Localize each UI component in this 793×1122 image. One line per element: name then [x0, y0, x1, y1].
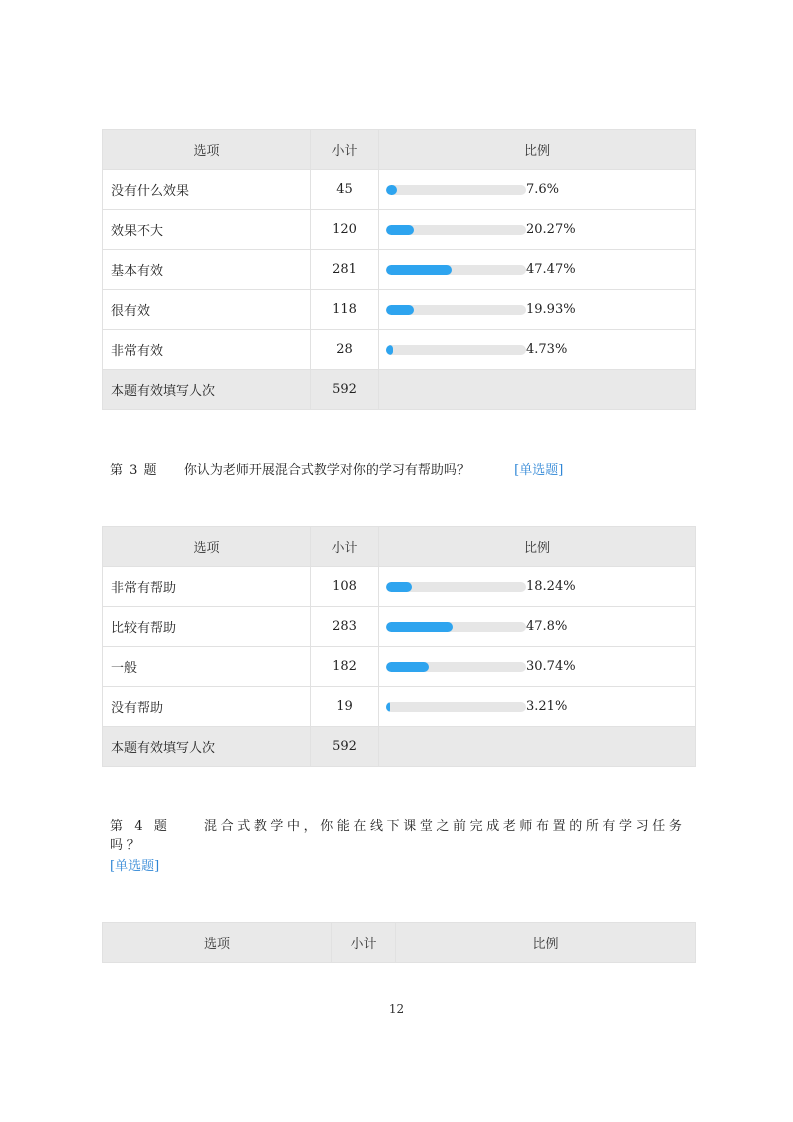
ratio-bar-fill: [386, 265, 452, 275]
ratio-bar: [386, 622, 526, 632]
question-number: 第 4 题: [110, 819, 171, 834]
ratio-bar-fill: [386, 702, 390, 712]
survey-table-q2: [102, 129, 696, 410]
header-ratio: 比例: [379, 130, 696, 170]
table-header-row: [103, 527, 696, 567]
option-count: 118: [311, 290, 379, 330]
header-option: 选项: [103, 923, 332, 963]
ratio-cell: [379, 250, 696, 290]
option-count: 45: [311, 170, 379, 210]
ratio-bar-fill: [386, 305, 414, 315]
table-row: [103, 567, 696, 607]
option-label: 非常有帮助: [103, 567, 311, 607]
ratio-percent: 3.21%: [526, 699, 568, 714]
header-count: 小计: [311, 130, 379, 170]
header-option: 选项: [103, 130, 311, 170]
ratio-bar-fill: [386, 225, 414, 235]
ratio-percent: 7.6%: [526, 182, 560, 197]
table-row: [103, 687, 696, 727]
option-count: 281: [311, 250, 379, 290]
question-type-tag[interactable]: [单选题]: [110, 859, 160, 874]
table-row: [103, 290, 696, 330]
question-3: [110, 459, 563, 478]
ratio-bar-fill: [386, 582, 412, 592]
table-row: [103, 647, 696, 687]
option-label: 效果不大: [103, 210, 311, 250]
total-empty-cell: [379, 727, 696, 767]
table-row: [103, 250, 696, 290]
option-count: 120: [311, 210, 379, 250]
total-count: 592: [311, 727, 379, 767]
ratio-bar: [386, 185, 526, 195]
ratio-cell: [379, 647, 696, 687]
question-type-tag[interactable]: [单选题]: [514, 463, 564, 478]
option-label: 没有什么效果: [103, 170, 311, 210]
option-count: 182: [311, 647, 379, 687]
option-label: 比较有帮助: [103, 607, 311, 647]
ratio-bar-fill: [386, 345, 393, 355]
ratio-cell: [379, 607, 696, 647]
ratio-cell: [379, 330, 696, 370]
ratio-percent: 4.73%: [526, 342, 568, 357]
ratio-bar-fill: [386, 185, 397, 195]
question-text: 你认为老师开展混合式教学对你的学习有帮助吗？: [183, 463, 470, 478]
ratio-bar-fill: [386, 622, 453, 632]
ratio-percent: 47.47%: [526, 262, 576, 277]
survey-table-q3: [102, 526, 696, 767]
survey-table-q4: [102, 922, 696, 963]
total-label: 本题有效填写人次: [103, 370, 311, 410]
ratio-percent: 19.93%: [526, 302, 576, 317]
table-row: [103, 170, 696, 210]
page-number: 12: [388, 1002, 405, 1016]
ratio-cell: [379, 170, 696, 210]
header-ratio: 比例: [379, 527, 696, 567]
ratio-cell: [379, 687, 696, 727]
ratio-bar: [386, 702, 526, 712]
ratio-bar: [386, 265, 526, 275]
ratio-cell: [379, 290, 696, 330]
option-label: 很有效: [103, 290, 311, 330]
ratio-percent: 20.27%: [526, 222, 576, 237]
question-number: 第 3 题: [110, 463, 158, 478]
option-label: 非常有效: [103, 330, 311, 370]
header-count: 小计: [311, 527, 379, 567]
question-text: 混合式教学中，你能在线下课堂之前完成老师布置的所有学习任务吗？: [110, 819, 686, 853]
ratio-bar: [386, 305, 526, 315]
table-header-row: [103, 923, 696, 963]
option-count: 108: [311, 567, 379, 607]
option-label: 基本有效: [103, 250, 311, 290]
total-empty-cell: [379, 370, 696, 410]
option-count: 19: [311, 687, 379, 727]
option-count: 283: [311, 607, 379, 647]
table-row: [103, 210, 696, 250]
ratio-bar: [386, 582, 526, 592]
total-label: 本题有效填写人次: [103, 727, 311, 767]
ratio-bar: [386, 225, 526, 235]
ratio-bar: [386, 662, 526, 672]
question-4-type-line: [110, 855, 159, 874]
ratio-cell: [379, 210, 696, 250]
table-row: [103, 330, 696, 370]
table-total-row: [103, 727, 696, 767]
ratio-percent: 47.8%: [526, 619, 568, 634]
ratio-bar-fill: [386, 662, 429, 672]
option-label: 没有帮助: [103, 687, 311, 727]
ratio-percent: 30.74%: [526, 659, 576, 674]
ratio-cell: [379, 567, 696, 607]
option-count: 28: [311, 330, 379, 370]
table-row: [103, 607, 696, 647]
table-total-row: [103, 370, 696, 410]
header-option: 选项: [103, 527, 311, 567]
header-ratio: 比例: [396, 923, 696, 963]
table-header-row: [103, 130, 696, 170]
option-label: 一般: [103, 647, 311, 687]
ratio-percent: 18.24%: [526, 579, 576, 594]
total-count: 592: [311, 370, 379, 410]
question-4: [110, 815, 690, 853]
ratio-bar: [386, 345, 526, 355]
header-count: 小计: [332, 923, 396, 963]
